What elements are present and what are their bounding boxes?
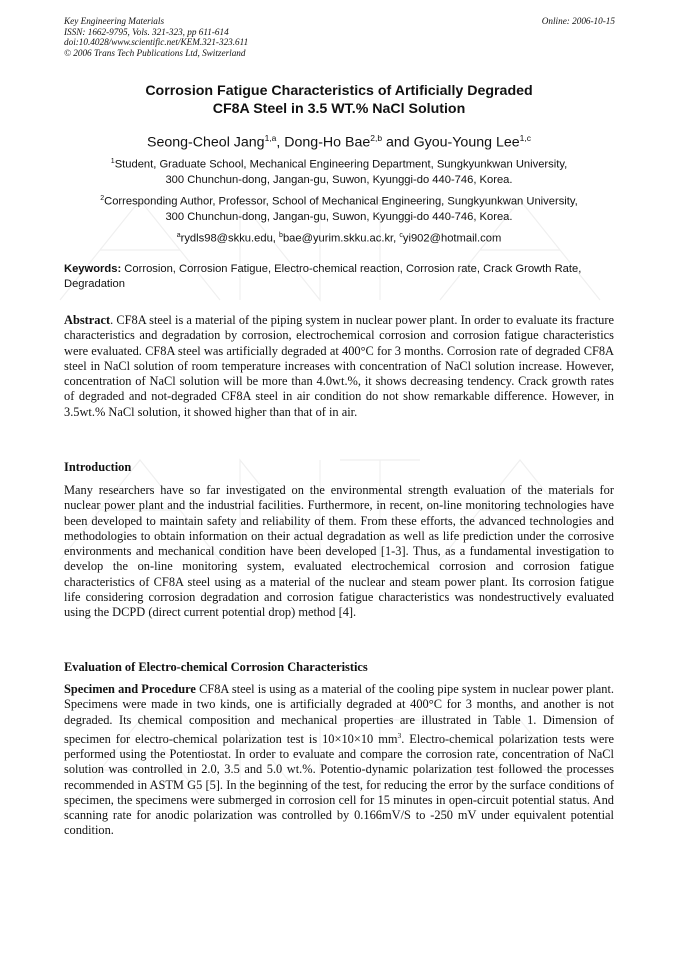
affiliation-1-line-2: 300 Chunchun-dong, Jangan-gu, Suwon, Kyunggi-do 440-746, Korea.: [165, 174, 513, 187]
introduction-text: Many researchers have so far investigated on the environmental strength evaluation of the materials for nuclear power plant and the industrial facilities. Furthermore, in recent, on-line monitoring technologies have been developed to maintain safety and reliability of them. From these efforts, the advanced technologies and methodologies to obtain information on their actual degradation as well as life prediction under the corrosive environments and mechanical condition have been developed [1-3]. Thus, as a fundamental investigation to develop the on-line monitoring system, evaluated electrochemical corrosion and corrosion fatigue characteristics of CF8A steel using as a material of the nuclear and steam power plant. Its corrosion fatigue life considering corrosion degradation and corrosion fatigue characteristics was nondestructively evaluated using the DCPD (direct current potential drop) method [4].: [64, 483, 614, 619]
keywords-text: Corrosion, Corrosion Fatigue, Electro-chemical reaction, Corrosion rate, Crack Growth Rate, Degradation: [64, 263, 582, 291]
abstract-text: . CF8A steel is a material of the piping system in nuclear power plant. In order to evaluate its fracture characteristics and degradation by corrosion, electrochemical corrosion and corrosion fatigue characteristics were evaluated. CF8A steel was artificially degraded at 400°C for 3 months. Corrosion rate of degraded CF8A steel in NaCl solution of room temperature increases with concentration of NaCl solution increase. However, concentration of NaCl solution will be more than 4.0wt.%, it shows decreasing tendency. Crack growth rates of degraded and not-degraded CF8A steel in air condition do not show remarkable difference. However, in 3.5wt.% NaCl solution, it showed higher than that of in air.: [64, 313, 614, 419]
title-line-1: Corrosion Fatigue Characteristics of Artificially Degraded: [145, 83, 533, 99]
evaluation-block: [64, 682, 614, 839]
cubic-superscript: 3: [397, 730, 402, 740]
introduction-heading: Introduction: [64, 460, 132, 474]
author-1: Seong-Cheol Jang: [147, 134, 265, 151]
email-c-link[interactable]: yi902@hotmail.com: [402, 232, 502, 245]
author-list: [40, 129, 638, 152]
affiliation-2: [50, 191, 628, 226]
affiliation-1-line-1: [50, 154, 628, 173]
email-a-link[interactable]: rydls98@skku.edu,: [180, 232, 280, 245]
author-2-affil-mark: 2,b: [370, 133, 383, 143]
affiliation-2-line-2: 300 Chunchun-dong, Jangan-gu, Suwon, Kyunggi-do 440-746, Korea.: [165, 211, 513, 224]
keywords-block: [64, 262, 614, 292]
author-3-affil-mark: 1,c: [519, 133, 531, 143]
author-separator: and: [382, 134, 414, 151]
abstract-label: Abstract: [64, 313, 111, 327]
title-line-2: CF8A Steel in 3.5 WT.% NaCl Solution: [212, 101, 466, 117]
email-b-link[interactable]: bae@yurim.skku.ac.kr,: [282, 232, 400, 245]
specimen-subheading: Specimen and Procedure: [64, 682, 196, 696]
doi-line: doi:10.4028/www.scientific.net/KEM.321-323.611: [64, 37, 249, 48]
email-mark-a: a: [176, 232, 181, 239]
affiliation-2-text: Corresponding Author, Professor, School of Mechanical Engineering, Sungkyunkwan University,: [104, 195, 578, 208]
email-mark-c: c: [399, 232, 403, 239]
author-3: Gyou-Young Lee: [413, 134, 520, 151]
journal-header: [64, 16, 248, 58]
email-mark-b: b: [279, 232, 283, 239]
affiliation-2-mark: 2: [100, 195, 105, 202]
issn-line: ISSN: 1662-9795, Vols. 321-323, pp 611-614: [64, 26, 229, 37]
copyright-line: © 2006 Trans Tech Publications Ltd, Switzerland: [64, 47, 246, 58]
author-1-affil-mark: 1,a: [264, 133, 277, 143]
online-date: Online: 2006-10-15: [541, 16, 615, 26]
evaluation-text-1: CF8A steel is using as a material of the cooling pipe system in nuclear power plant. Specimens were made in two kinds, one is artificially degraded at 400°C for 3 months, and another is not degraded. Its chemical composition and mechanical properties are illustrated in Table 1. Dimension of specimen for electro-chemical polarization test is 10×10×10 mm: [64, 682, 614, 746]
author-2: Dong-Ho Bae: [284, 134, 371, 151]
abstract-block: [64, 313, 614, 420]
affiliation-1-text: Student, Graduate School, Mechanical Engineering Department, Sungkyunkwan University,: [114, 158, 568, 171]
affiliation-2-line-1: [50, 191, 628, 210]
keywords-label: Keywords:: [64, 263, 122, 275]
paper-title: [40, 82, 638, 118]
author-separator: ,: [276, 134, 285, 151]
author-emails: [50, 228, 628, 247]
evaluation-text-2: . Electro-chemical polarization tests were performed using the Potentiostat. In order to evaluate and compare the corrosion rate, concentration of NaCl solution was controlled in 2.0, 3.5 and 5.0 wt.%. Potentio-dynamic polarization test followed the processes recommended in ASTM G5 [5]. In the beginning of the test, for reducing the error by the surface conditions of specimen, the specimens were submerged in corrosion cell for 15 minutes in open-circuit potential status. And scanning rate for anodic polarization was controlled by 0.166mV/S to -250 mV under equivalent potential condition.: [64, 731, 614, 838]
journal-name: Key Engineering Materials: [64, 16, 165, 26]
affiliation-1: [50, 154, 628, 189]
affiliation-1-mark: 1: [110, 158, 115, 165]
evaluation-heading: Evaluation of Electro-chemical Corrosion Characteristics: [64, 660, 368, 674]
